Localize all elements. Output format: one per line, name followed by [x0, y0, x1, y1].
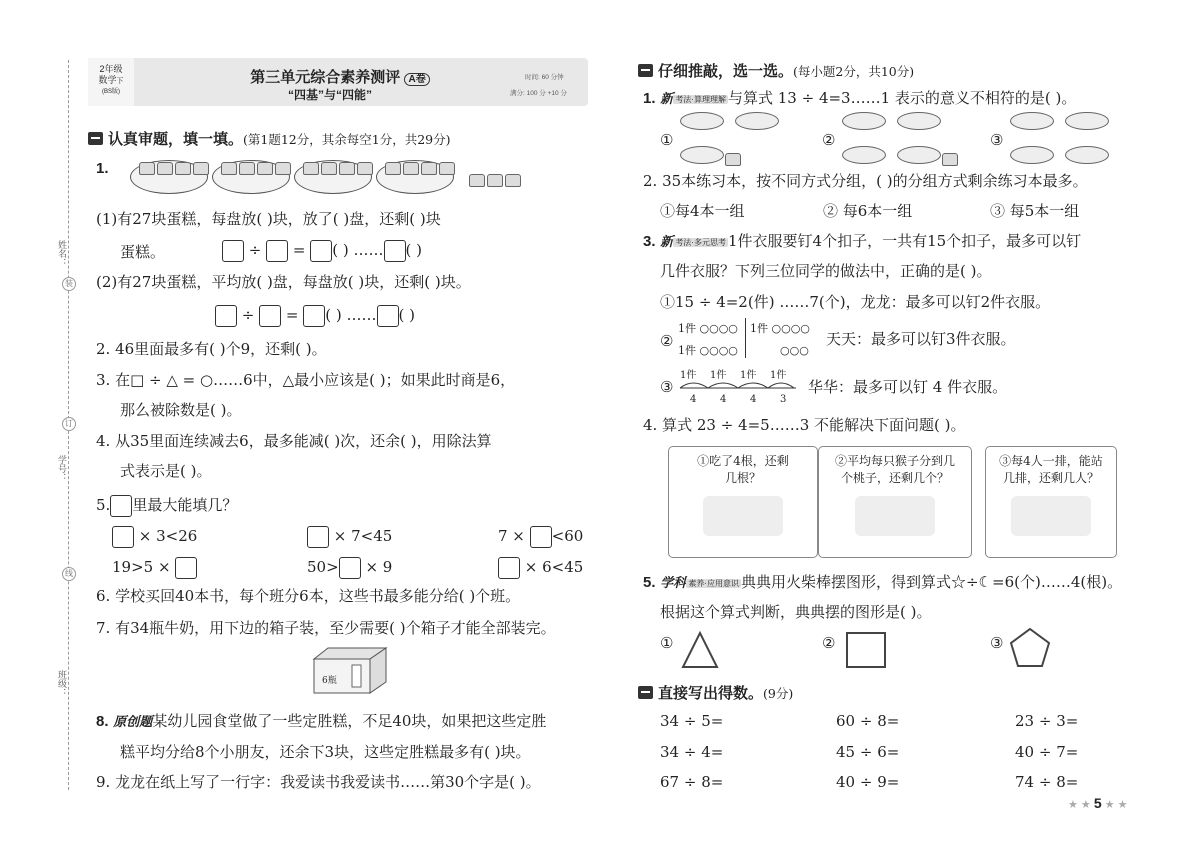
s2-q3-opt3-marker: ③: [660, 378, 674, 396]
section-3-heading: 直接写出得数。: [658, 685, 764, 702]
s2-q4: 4. 算式 23 ÷ 4=5……3 不能解决下面问题( )。: [643, 416, 966, 434]
s2-q1-opt3: ③: [990, 131, 1004, 149]
calc-item: 34 ÷ 5=: [660, 712, 724, 730]
card2-line2: 个桃子，还剩几个？: [840, 471, 949, 485]
q5f-text: × 6<45: [524, 558, 584, 576]
unit-blank: ( ): [405, 241, 423, 259]
page-title: [210, 66, 470, 87]
s2-q3: [643, 232, 1081, 252]
q3: 3. 在□ ÷ △ = ○……6中，△最小应该是( )；如果此时商是6，: [96, 371, 516, 389]
answer-box[interactable]: [339, 557, 361, 579]
card2-line1: ②平均每只猴子分到几: [834, 454, 955, 468]
jump-label: 1件: [770, 370, 787, 381]
cake-plates-opt3: [1010, 112, 1109, 168]
time-info: 时间: 60 分钟: [525, 74, 564, 81]
box-icon: [312, 645, 388, 695]
s2-q5-text: 典典用火柴棒摆图形，得到算式☆÷☾=6(个)……4(根)。: [740, 573, 1123, 591]
q5c: [498, 526, 583, 548]
cut-mark-1: 装: [62, 277, 76, 291]
answer-box[interactable]: [498, 557, 520, 579]
q1-part2-equation: [215, 305, 415, 327]
divide-sign: ÷: [248, 241, 262, 259]
grade-box: [88, 58, 134, 106]
title-text: 第三单元综合素养测评: [250, 69, 401, 86]
q1-number: 1.: [96, 160, 109, 177]
q5b-text: × 7<45: [333, 527, 393, 545]
new-tag: [660, 234, 728, 249]
answer-box[interactable]: [110, 495, 132, 517]
section-3-note: (9分): [763, 686, 794, 701]
q5-number: 5.: [96, 496, 111, 514]
calc-item: 60 ÷ 8=: [836, 712, 900, 730]
box-label: 6瓶: [322, 676, 337, 686]
s2-q4-card1: [668, 446, 818, 558]
s2-q3-opt3-diagram: [678, 366, 798, 412]
cake-icon: [468, 170, 522, 189]
s2-q3-cont: 几件衣服？下列三位同学的做法中，正确的是( )。: [660, 262, 992, 280]
q5c-text2: <60: [551, 527, 584, 545]
s2-q5-opt3: ③: [990, 634, 1004, 652]
jump-count: 4: [750, 394, 757, 405]
q5c-text: 7 ×: [498, 527, 525, 545]
section-2-note: (每小题2分，共10分): [793, 64, 915, 79]
q5d-text: 19>5 ×: [112, 558, 171, 576]
card1-line2: 几根？: [724, 471, 761, 485]
s2-q5-cont: 根据这个算式判断，典典摆的图形是( )。: [660, 603, 932, 621]
calc-item: 45 ÷ 6=: [836, 743, 900, 761]
section-1-note: (第1题12分，其余每空1分，共29分): [243, 132, 451, 147]
q8-cont: 糕平均分给8个小朋友，还余下3块，这些定胜糕最多有( )块。: [120, 743, 531, 761]
page-subtitle: “四基”与“四能”: [287, 88, 372, 102]
answer-box[interactable]: [266, 240, 288, 262]
version-badge: A卷: [404, 73, 429, 86]
volume: 下: [116, 78, 124, 85]
s2-q3-text: 1件衣服要钉4个扣子，一共有15个扣子，最多可以钉: [727, 232, 1082, 250]
card3-line2: 几排，还剩几人？: [1002, 471, 1099, 485]
q5-text: 里最大能填几？: [132, 496, 238, 514]
q5f: [498, 557, 583, 579]
new-tag-text: 新: [660, 91, 674, 106]
s2-q1-number: 1.: [643, 90, 656, 107]
jump-count: 3: [780, 394, 787, 405]
q3-cont: 那么被除数是( )。: [120, 401, 242, 419]
q5: [96, 495, 237, 517]
s2-q3-opt1: ①15 ÷ 4=2(件) ……7(个)，龙龙：最多可以钉2件衣服。: [660, 293, 1051, 311]
group-b: 1件 ○○○○: [678, 344, 738, 357]
q8-text: 某幼儿园食堂做了一些定胜糕，不足40块，如果把这些定胜: [152, 712, 547, 730]
q9: 9. 龙龙在纸上写了一行字：我爱读书我爱读书……第30个字是( )。: [96, 773, 541, 791]
page-footer: [1068, 795, 1127, 811]
score-info: 满分: 100 分 +10 分: [510, 90, 567, 97]
new-tag-text: 新: [660, 234, 674, 249]
section-3-title: [638, 682, 793, 703]
q4: 4. 从35里面连续减去6，最多能减( )次，还余( )，用除法算: [96, 432, 492, 450]
answer-box[interactable]: [215, 305, 237, 327]
q1-part2: (2)有27块蛋糕，平均放( )盘，每盘放( )块，还剩( )块。: [96, 273, 471, 291]
remainder-dots: ……: [346, 306, 377, 324]
q1-part1: (1)有27块蛋糕，每盘放( )块，放了( )盘，还剩( )块: [96, 210, 441, 228]
jump-count: 4: [690, 394, 697, 405]
new-tag: [660, 91, 728, 106]
answer-box[interactable]: [310, 240, 332, 262]
milk-box-image: [312, 645, 388, 695]
subject-tag: [660, 575, 741, 590]
q8: [96, 712, 546, 731]
s2-q3-opt2-marker: ②: [660, 332, 674, 350]
s2-q4-card3: [985, 446, 1117, 558]
s2-q2-opt2: ② 每6本一组: [823, 202, 913, 220]
q5e: [307, 557, 392, 579]
q5d: [112, 557, 197, 579]
pentagon-icon: [1008, 626, 1052, 670]
section-2-title: [638, 60, 914, 81]
card3-line1: ③每4人一排，能站: [999, 454, 1103, 468]
section-icon: [638, 686, 653, 699]
answer-box[interactable]: [307, 526, 329, 548]
s2-q5-opt1: ①: [660, 634, 674, 652]
calc-item: 40 ÷ 7=: [1015, 743, 1079, 761]
s2-q3-opt2-text: 天天：最多可以钉3件衣服。: [826, 330, 1016, 348]
section-1-heading: 认真审题，填一填。: [108, 131, 244, 148]
q5a: [112, 526, 197, 548]
s2-q5: [643, 573, 1122, 593]
subject-tag-sub: 素养·应用意识: [688, 579, 739, 588]
answer-box[interactable]: [384, 240, 406, 262]
jump-label: 1件: [680, 370, 697, 381]
section-2-heading: 仔细推敲，选一选。: [658, 63, 794, 80]
q6: 6. 学校买回40本书，每个班分6本，这些书最多能分给( )个班。: [96, 587, 521, 605]
id-label: 学号：: [57, 455, 67, 482]
jump-count: 4: [720, 394, 727, 405]
q4-cont: 式表示是( )。: [120, 462, 212, 480]
section-icon: [88, 132, 103, 145]
monkey-icon: [855, 496, 935, 536]
grade: 2年级: [99, 64, 123, 74]
cake-plates-opt1: [680, 112, 779, 168]
answer-box[interactable]: [222, 240, 244, 262]
cake-plates: [130, 150, 550, 195]
s2-q2-opt3: ③ 每5本一组: [990, 202, 1080, 220]
square-icon: [844, 630, 888, 670]
children-icon: [1011, 496, 1091, 536]
divider-line: [745, 318, 746, 358]
stars-left: ★ ★: [1068, 799, 1091, 811]
new-tag-sub: 考法·多元思考: [675, 238, 726, 247]
s2-q3-opt3-text: 华华：最多可以钉 4 件衣服。: [808, 378, 1008, 396]
answer-box[interactable]: [303, 305, 325, 327]
calc-item: 67 ÷ 8=: [660, 773, 724, 791]
new-tag-sub: 考法·算理理解: [675, 95, 726, 104]
equals-sign: =: [285, 306, 299, 324]
unit-blank: ( ): [398, 306, 416, 324]
triangle-icon: [680, 630, 720, 670]
calc-item: 40 ÷ 9=: [836, 773, 900, 791]
cake-icon: [942, 153, 958, 166]
calc-item: 23 ÷ 3=: [1015, 712, 1079, 730]
answer-box[interactable]: [175, 557, 197, 579]
calc-item: 74 ÷ 8=: [1015, 773, 1079, 791]
class-label: 班级：: [57, 670, 67, 697]
s2-q2-opt1: ①每4本一组: [660, 202, 745, 220]
section-1-title: [88, 128, 451, 149]
s2-q5-number: 5.: [643, 574, 656, 591]
group-d: ○○○: [780, 344, 809, 357]
s2-q5-opt2: ②: [822, 634, 836, 652]
cake-plates-opt2: [842, 112, 959, 168]
subject-tag-text: 学科: [660, 575, 687, 590]
cut-mark-2: 订: [62, 417, 76, 431]
s2-q3-opt2-diagram: [678, 318, 738, 362]
q7: 7. 有34瓶牛奶，用下边的箱子装，至少需要( )个箱子才能全部装完。: [96, 619, 556, 637]
answer-box[interactable]: [377, 305, 399, 327]
answer-box[interactable]: [112, 526, 134, 548]
s2-q1-opt2: ②: [822, 131, 836, 149]
edition: (BS版): [101, 89, 120, 95]
s2-q3-number: 3.: [643, 233, 656, 250]
group-a: 1件 ○○○○: [678, 322, 738, 335]
q1-part1-cont: 蛋糕。: [120, 243, 166, 261]
q5b: [307, 526, 392, 548]
cake-icon: [725, 153, 741, 166]
equals-sign: =: [292, 241, 306, 259]
q8-number: 8.: [96, 713, 109, 730]
calc-item: 34 ÷ 4=: [660, 743, 724, 761]
s2-q2: 2. 35本练习本，按不同方式分组，( )的分组方式剩余练习本最多。: [643, 172, 1088, 190]
s2-q3-opt2-diagram2: [750, 318, 810, 362]
q1-part1-equation: [222, 240, 422, 262]
card1-line1: ①吃了4根，还剩: [697, 454, 789, 468]
jump-label: 1件: [740, 370, 757, 381]
q5e-text: 50>: [307, 558, 339, 576]
q2: 2. 46里面最多有( )个9，还剩( )。: [96, 340, 327, 358]
stars-right: ★ ★: [1104, 799, 1128, 811]
answer-box[interactable]: [530, 526, 552, 548]
subject-text: 数学: [98, 75, 117, 85]
q5e-text2: × 9: [365, 558, 393, 576]
remainder-dots: ……: [353, 241, 384, 259]
page-number: 5: [1093, 795, 1102, 811]
group-c: 1件 ○○○○: [750, 322, 810, 335]
jump-label: 1件: [710, 370, 727, 381]
q5a-text: × 3<26: [138, 527, 198, 545]
unit-blank: ( ): [332, 241, 349, 259]
unit-blank: ( ): [325, 306, 342, 324]
section-icon: [638, 64, 653, 77]
q8-tag: 原创题: [113, 714, 153, 729]
answer-box[interactable]: [259, 305, 281, 327]
name-label: 姓名：: [57, 240, 67, 267]
s2-q4-card2: [818, 446, 972, 558]
rabbit-icon: [703, 496, 783, 536]
subject: [88, 75, 134, 87]
s2-q1: [643, 89, 1076, 109]
cut-mark-3: 线: [62, 567, 76, 581]
divide-sign: ÷: [241, 306, 255, 324]
s2-q1-opt1: ①: [660, 131, 674, 149]
s2-q1-text: 与算式 13 ÷ 4=3……1 表示的意义不相符的是( )。: [727, 89, 1077, 107]
